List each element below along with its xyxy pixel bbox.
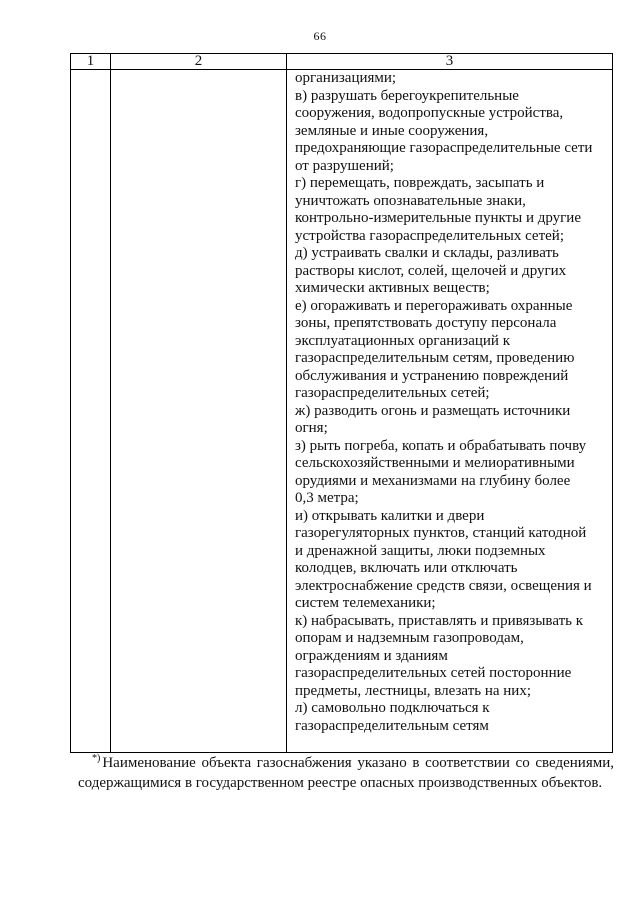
column-header-3: 3 [287,54,613,70]
prohibitions-text [287,70,612,735]
table-cell-col2 [111,70,287,753]
table-row [71,70,613,753]
text-line: газораспределительным сетям [295,717,489,734]
text-line: сооружения, водопропускные устройства, [295,105,564,121]
text-line: 0,3 метра; [295,490,359,506]
text-line: предметы, лестницы, влезать на них; [295,682,532,699]
text-line: от разрушений; [295,157,394,174]
text-line: газораспределительным сетям, проведению [295,350,575,366]
page-number: 66 [313,29,327,43]
text-line: е) огораживать и перегораживать охранные [295,297,573,314]
text-line: систем телемеханики; [295,595,436,611]
column-header-2: 2 [111,54,287,70]
footnote-line-1 [78,753,614,773]
text-line: электроснабжение средств связи, освещения и [295,577,592,594]
text-line: химически активных веществ; [295,280,490,296]
footnote-text-1: Наименование объекта газоснабжения указано в соответствии со сведениями, [102,755,614,771]
text-line: организациями; [295,70,397,86]
text-line: газораспределительных сетей посторонние [295,665,572,681]
text-line: опорам и надземным газопроводам, [295,630,524,646]
table-header-row [71,54,613,70]
text-line: эксплуатационных организаций к [295,332,510,349]
text-line: орудиями и механизмами на глубину более [295,472,571,489]
text-line: ограждениям и зданиям [295,647,448,664]
text-line: колодцев, включать или отключать [295,560,518,576]
text-line: и дренажной защиты, люки подземных [295,542,546,559]
footnote [78,753,614,793]
table-cell-col1 [71,70,111,753]
footnote-line-2: содержащимися в государственном реестре опасных производственных объектов. [78,775,603,791]
text-line: уничтожать опознавательные знаки, [295,192,526,209]
footnote-marker: *) [92,753,101,764]
column-header-1: 1 [71,54,111,70]
text-line: д) устраивать свалки и склады, разливать [295,245,559,261]
text-line: предохраняющие газораспределительные сети [295,140,593,156]
text-line: ж) разводить огонь и размещать источники [295,402,571,419]
text-line: газораспределительных сетей; [295,385,490,401]
text-line: растворы кислот, солей, щелочей и других [295,262,567,279]
text-line: обслуживания и устранению повреждений [295,367,569,384]
text-line: к) набрасывать, приставлять и привязывать к [295,612,584,629]
text-line: л) самовольно подключаться к [295,700,490,716]
table-cell-col3 [287,70,613,753]
requirements-table [70,53,613,753]
text-line: з) рыть погреба, копать и обрабатывать почву [295,437,587,454]
text-line: г) перемещать, повреждать, засыпать и [295,175,545,191]
text-line: и) открывать калитки и двери [295,507,485,524]
text-line: зоны, препятствовать доступу персонала [295,315,557,331]
text-line: устройства газораспределительных сетей; [295,227,564,244]
text-line: земляные и иные сооружения, [295,122,489,139]
text-line: сельскохозяйственными и мелиоративными [295,455,575,471]
text-line: огня; [295,420,328,436]
text-line: газорегуляторных пунктов, станций катодной [295,525,587,541]
text-line: контрольно-измерительные пункты и другие [295,210,581,226]
text-line: в) разрушать берегоукрепительные [295,87,519,104]
